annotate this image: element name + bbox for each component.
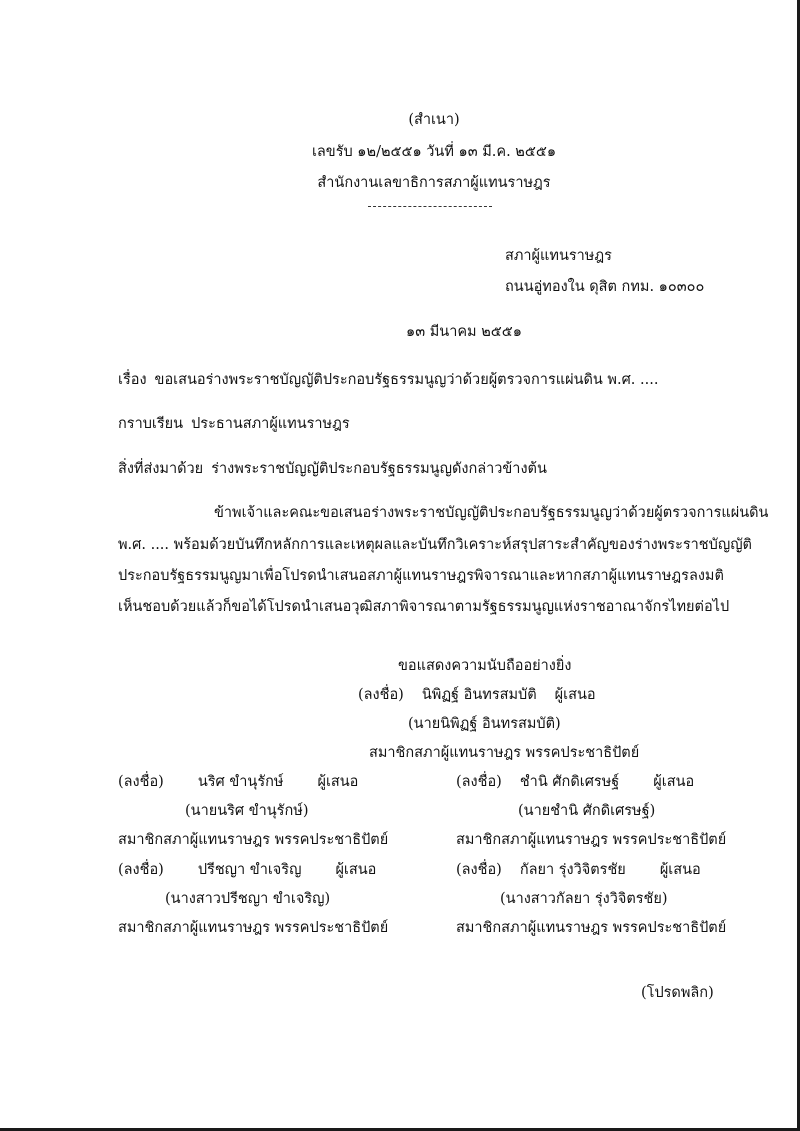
closing-text: ขอแสดงความนับถืออย่างยิ่ง [398, 658, 572, 674]
body-line: เห็นชอบด้วยแล้วก็ขอได้โปรดนำเสนอวุฒิสภาพิจารณาตามรัฐธรรมนูญแห่งราชอาณาจักรไทยต่อไป [118, 599, 730, 615]
body-line: พ.ศ. .... พร้อมด้วยบันทึกหลักการและเหตุผลและบันทึกวิเคราะห์สรุปสาระสำคัญของร่างพระราชบัญญัติ [118, 537, 752, 553]
letter-date: ๑๓ มีนาคม ๒๕๕๑ [406, 324, 522, 340]
signer-role: ผู้เสนอ [653, 774, 695, 790]
salutation-text: ประธานสภาผู้แทนราษฎร [191, 416, 350, 432]
salutation-label: กราบเรียน [118, 416, 184, 432]
sender-org: สภาผู้แทนราษฎร [505, 248, 612, 264]
enclosure-text: ร่างพระราชบัญญัติประกอบรัฐธรรมนูญดังกล่าวข้างต้น [211, 461, 547, 477]
salutation-line [118, 414, 350, 434]
signer-role: ผู้เสนอ [554, 687, 596, 703]
right2-position: สมาชิกสภาผู้แทนราษฎร พรรคประชาธิปัตย์ [456, 920, 727, 936]
copy-mark: (สำเนา) [408, 112, 460, 128]
right2-full-name: (นางสาวกัลยา รุ่งวิจิตรชัย) [500, 891, 668, 907]
please-turn-over: (โปรดพลิก) [641, 985, 714, 1001]
signer-name: นริศ ขำนุรักษ์ [197, 774, 284, 790]
right2-signature-line [456, 860, 701, 880]
body-line: ข้าพเจ้าและคณะขอเสนอร่างพระราชบัญญัติประกอบรัฐธรรมนูญว่าด้วยผู้ตรวจการแผ่นดิน [214, 505, 769, 521]
header-divider [368, 206, 492, 207]
right1-full-name: (นายชำนิ ศักดิเศรษฐ์) [518, 803, 656, 819]
right1-position: สมาชิกสภาผู้แทนราษฎร พรรคประชาธิปัตย์ [456, 832, 727, 848]
right1-signature-line [456, 772, 694, 792]
sign-label: (ลงชื่อ) [456, 774, 502, 790]
main-signature-line [358, 685, 596, 705]
signer-role: ผู้เสนอ [335, 862, 377, 878]
enclosure-label: สิ่งที่ส่งมาด้วย [118, 461, 204, 477]
left1-full-name: (นายนริศ ขำนุรักษ์) [185, 803, 309, 819]
sign-label: (ลงชื่อ) [456, 862, 502, 878]
sign-label: (ลงชื่อ) [118, 774, 164, 790]
signer-role: ผู้เสนอ [317, 774, 359, 790]
subject-text: ขอเสนอร่างพระราชบัญญัติประกอบรัฐธรรมนูญว่าด้วยผู้ตรวจการแผ่นดิน พ.ศ. .... [154, 372, 659, 388]
subject-label: เรื่อง [118, 372, 147, 388]
signer-name: ชำนิ ศักดิเศรษฐ์ [519, 774, 620, 790]
enclosure-line [118, 459, 547, 479]
main-full-name: (นายนิพิฏฐ์ อินทรสมบัติ) [408, 716, 561, 732]
signer-name: กัลยา รุ่งวิจิตรชัย [519, 862, 626, 878]
sender-address: ถนนอู่ทองใน ดุสิต กทม. ๑๐๓๐๐ [505, 279, 705, 295]
sign-label: (ลงชื่อ) [358, 687, 404, 703]
signer-name: ปรีชญา ขำเจริญ [197, 862, 302, 878]
subject-line [118, 370, 658, 390]
signer-role: ผู้เสนอ [659, 862, 701, 878]
body-line: ประกอบรัฐธรรมนูญมาเพื่อโปรดนำเสนอสภาผู้แทนราษฎรพิจารณาและหากสภาผู้แทนราษฎรลงมติ [118, 568, 724, 584]
receipt-line: เลขรับ ๑๒/๒๕๕๑ วันที่ ๑๓ มี.ค. ๒๕๕๑ [311, 144, 557, 160]
signer-name: นิพิฏฐ์ อินทรสมบัติ [421, 687, 537, 703]
main-position: สมาชิกสภาผู้แทนราษฎร พรรคประชาธิปัตย์ [369, 745, 640, 761]
left1-signature-line [118, 772, 358, 792]
sign-label: (ลงชื่อ) [118, 862, 164, 878]
left2-signature-line [118, 860, 376, 880]
left1-position: สมาชิกสภาผู้แทนราษฎร พรรคประชาธิปัตย์ [118, 832, 389, 848]
left2-position: สมาชิกสภาผู้แทนราษฎร พรรคประชาธิปัตย์ [118, 920, 389, 936]
left2-full-name: (นางสาวปรีชญา ขำเจริญ) [165, 891, 331, 907]
office-name: สำนักงานเลขาธิการสภาผู้แทนราษฎร [317, 175, 551, 191]
